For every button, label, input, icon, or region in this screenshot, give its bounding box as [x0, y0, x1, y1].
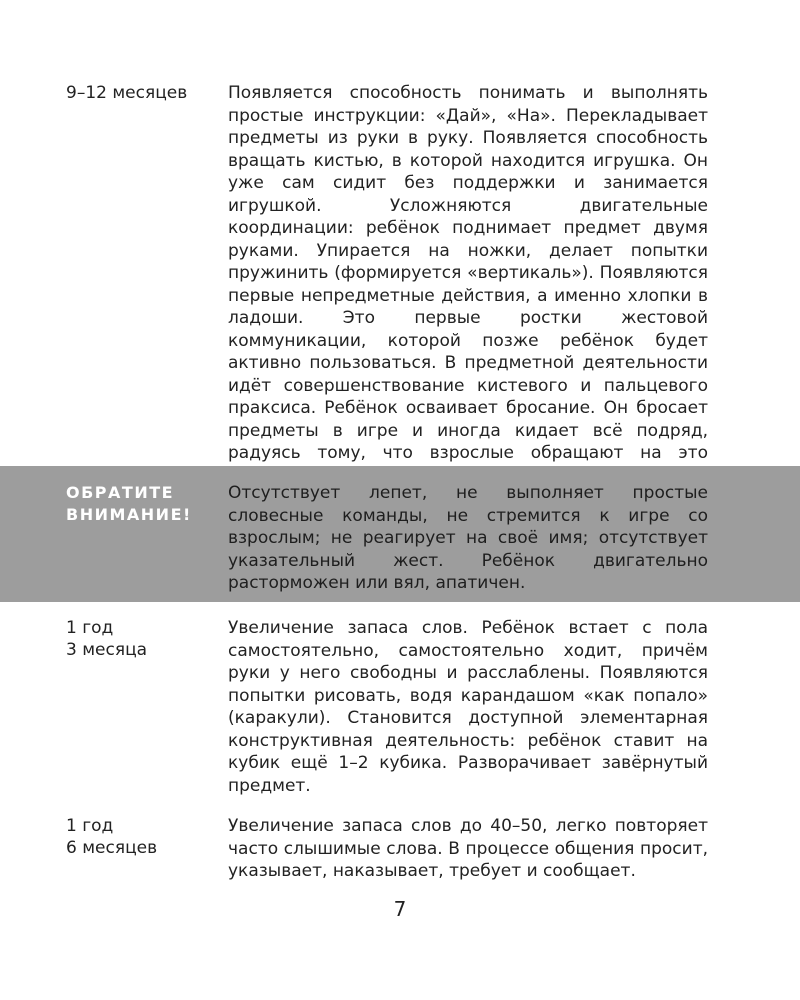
attention-text: Отсутствует лепет, не выполняет простые словесные команды, не стремится к игре со взрослым; не реагирует на своё имя; отсутствует указательный жест. Ребёнок двигательно расторможен или вял, апатичен.: [228, 483, 708, 593]
age-label: 1 год 6 месяцев: [66, 816, 158, 858]
development-description: Увеличение запаса слов. Ребёнок встает с пола самостоятельно, самостоятельно ходит, причём руки у него свободны и расслаблены. Появляются попытки рисовать, водя карандашом «как попало» (каракули). Становится доступной элементарная конструктивная деятельность: ребёнок ставит на кубик ещё 1–2 кубика. Разворачивает завёрнутый предмет.: [228, 618, 708, 796]
age-label: 1 год 3 месяца: [66, 618, 148, 660]
age-label: 9–12 месяцев: [66, 83, 188, 103]
page-number: 7: [393, 897, 407, 921]
attention-box: [0, 466, 800, 602]
development-description: Появляется способность понимать и выполнять простые инструкции: «Дай», «На». Перекладывает предметы из руки в руку. Появляется способность вращать кистью, в которой находится игрушка. Он уже сам сидит без поддержки и занимается игрушкой. Усложняются двигательные координации: ребёнок поднимает предмет двумя руками. Упирается на ножки, делает попытки пружинить (формируется «вертикаль»). Появляются первые непредметные действия, а именно хлопки в ладоши. Это первые ростки жестовой коммуникации, которой позже ребёнок будет активно пользоваться. В предметной деятельности идёт совершенствование кистевого и пальцевого праксиса. Ребёнок осваивает бросание. Он бросает предметы в игре и иногда кидает всё подряд, радуясь тому, что взрослые обращают на это: [228, 83, 708, 463]
development-description: Увеличение запаса слов до 40–50, легко повторяет часто слышимые слова. В процессе общения просит, указывает, наказывает, требует и сообщает.: [228, 816, 708, 881]
attention-label: ОБРАТИТЕ ВНИМАНИЕ!: [66, 483, 192, 524]
